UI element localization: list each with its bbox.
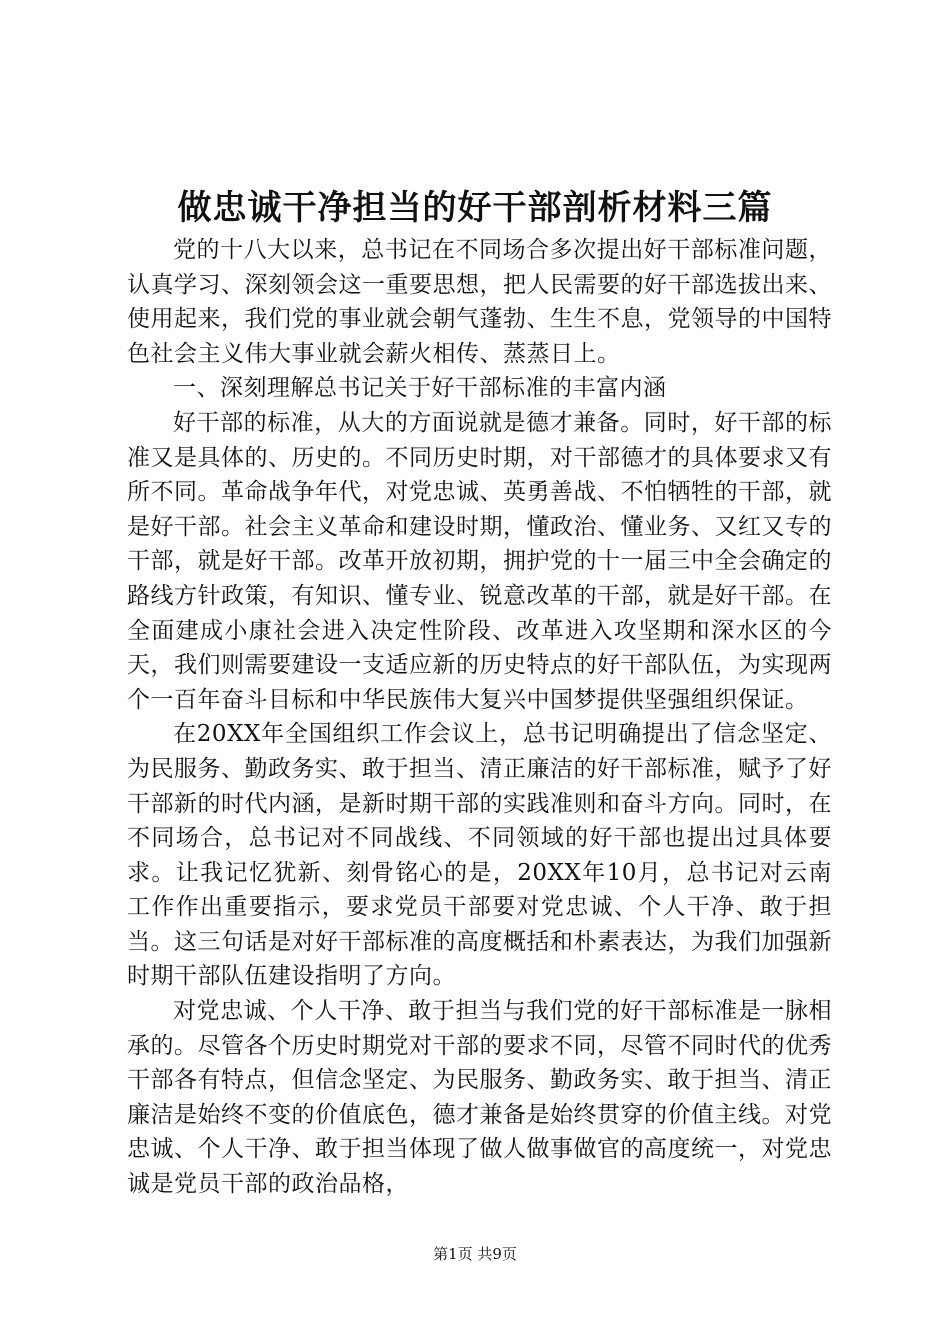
paragraph-loyalty: 对党忠诚、个人干净、敢于担当与我们党的好干部标准是一脉相承的。尽管各个历史时期党对干部的要求不同，尽管不同时代的优秀干部各有特点，但信念坚定、为民服务、勤政务实、敢于担当、清正廉洁是始终不变的价值底色，德才兼备是始终贯穿的价值主线。对党忠诚、个人干净、敢于担当体现了做人做事做官的高度统一，对党忠诚是党员干部的政治品格， <box>127 998 832 1198</box>
paragraph-intro: 党的十八大以来，总书记在不同场合多次提出好干部标准问题，认真学习、深刻领会这一重要思想，把人民需要的好干部选拔出来、使用起来，我们党的事业就会朝气蓬勃、生生不息，党领导的中国特色社会主义伟大事业就会薪火相传、蒸蒸日上。 <box>127 237 832 367</box>
section-heading: 一、深刻理解总书记关于好干部标准的丰富内涵 <box>173 375 667 402</box>
page-number: 第1页 共9页 <box>433 1245 517 1263</box>
document-title: 做忠诚干净担当的好干部剖析材料三篇 <box>177 188 773 228</box>
paragraph-standard: 好干部的标准，从大的方面说就是德才兼备。同时，好干部的标准又是具体的、历史的。不同历史时期，对干部德才的具体要求又有所不同。革命战争年代，对党忠诚、英勇善战、不怕牺牲的干部，就是好干部。社会主义革命和建设时期，懂政治、懂业务、又红又专的干部，就是好干部。改革开放初期，拥护党的十一届三中全会确定的路线方针政策，有知识、懂专业、锐意改革的干部，就是好干部。在全面建成小康社会进入决定性阶段、改革进入攻坚期和深水区的今天，我们则需要建设一支适应新的历史特点的好干部队伍，为实现两个一百年奋斗目标和中华民族伟大复兴中国梦提供坚强组织保证。 <box>127 409 832 713</box>
document-body <box>127 233 832 1202</box>
paragraph-conference: 在20XX年全国组织工作会议上，总书记明确提出了信念坚定、为民服务、勤政务实、敢于担当、清正廉洁的好干部标准，赋予了好干部新的时代内涵，是新时期干部的实践准则和奋斗方向。同时，在不同场合，总书记对不同战线、不同领域的好干部也提出过具体要求。让我记忆犹新、刻骨铭心的是，20XX年10月，总书记对云南工作作出重要指示，要求党员干部要对党忠诚、个人干净、敢于担当。这三句话是对好干部标准的高度概括和朴素表达，为我们加强新时期干部队伍建设指明了方向。 <box>127 721 832 990</box>
